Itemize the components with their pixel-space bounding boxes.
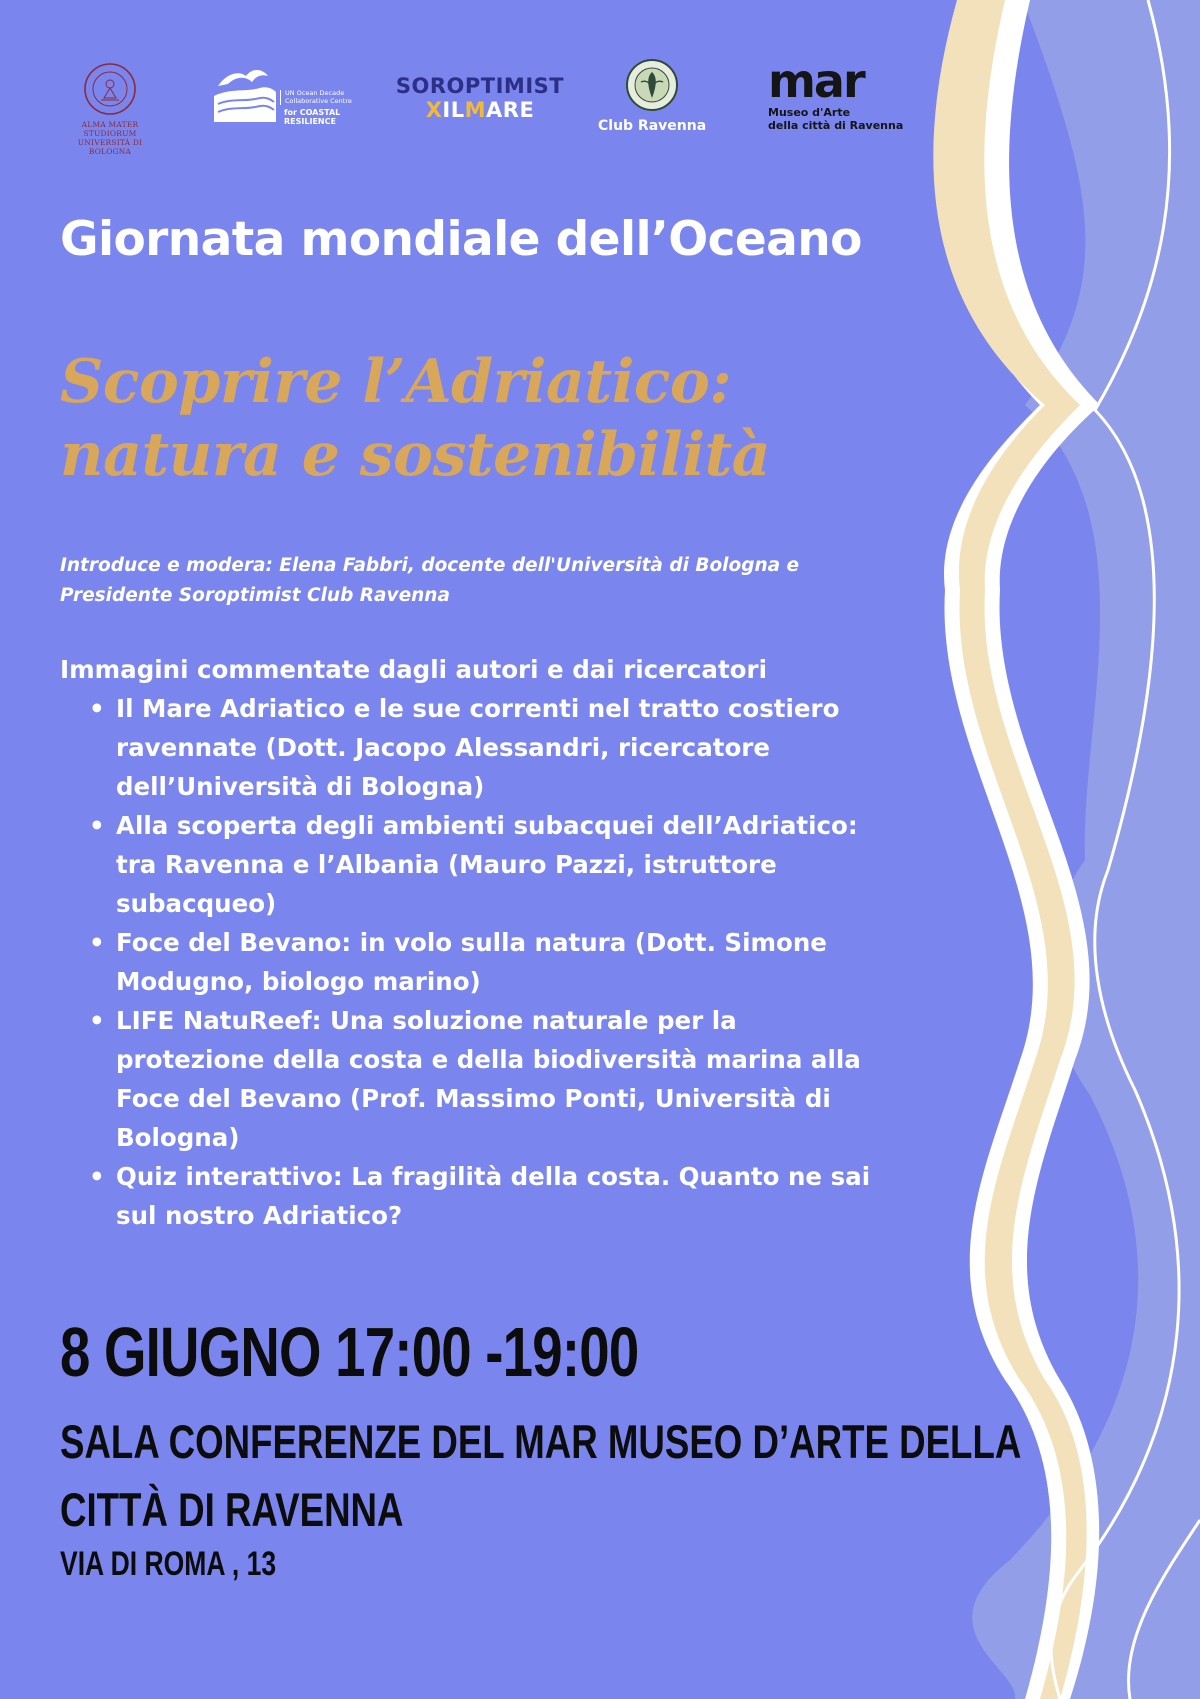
event-title: Giornata mondiale dell’Oceano (60, 212, 862, 267)
program-item-line: protezione della costa e della biodiversità marina alla (116, 1045, 861, 1074)
coastal-resilience-wave-icon (212, 66, 278, 128)
mar-caption-line: della città di Ravenna (768, 119, 904, 132)
program-item-line: Bologna) (116, 1123, 240, 1152)
program-item (60, 923, 880, 1001)
program-item-line: Modugno, biologo marino) (116, 967, 481, 996)
mar-museum-logo (768, 54, 908, 132)
xilmare-part: M (464, 98, 487, 122)
moderator-line: Presidente Soroptimist Club Ravenna (60, 585, 450, 606)
ocean-caption-bold-line: for COASTAL (284, 108, 341, 117)
program-list (60, 689, 880, 1235)
moderator-note (60, 551, 890, 611)
mar-caption-line: Museo d'Arte (768, 106, 851, 119)
mar-wordmark: mar (768, 54, 864, 108)
university-caption-line: UNIVERSITÀ DI BOLOGNA (77, 138, 143, 156)
program-item-line: • Foce del Bevano: in volo sulla natura (Dott. Simone (116, 928, 827, 957)
event-address: VIA DI ROMA , 13 (60, 1545, 277, 1583)
xilmare-part: X (425, 98, 443, 122)
venue-line: CITTÀ DI RAVENNA (60, 1483, 404, 1536)
program-item (60, 1001, 880, 1157)
ocean-caption-bold-line: RESILIENCE (284, 117, 336, 126)
soroptimist-club-ravenna-logo (598, 58, 706, 134)
program-item-line: dell’Università di Bologna) (116, 772, 485, 801)
club-ravenna-caption: Club Ravenna (598, 118, 707, 134)
soroptimist-xilmare-logo (395, 74, 565, 122)
university-caption-line: ALMA MATER STUDIORUM (81, 120, 139, 138)
program-item-line: sul nostro Adriatico? (116, 1201, 403, 1230)
program-section (60, 650, 880, 1235)
xilmare-part: ARE (486, 98, 535, 122)
program-item-line: • Alla scoperta degli ambienti subacquei dell’Adriatico: (116, 811, 858, 840)
venue-line: SALA CONFERENZE DEL MAR MUSEO D’ARTE DELLA (60, 1415, 1022, 1468)
moderator-line: Introduce e modera: Elena Fabbri, docente dell'Università di Bologna e (60, 555, 800, 576)
program-item (60, 1157, 880, 1235)
program-item-line: Foce del Bevano (Prof. Massimo Ponti, Università di (116, 1084, 831, 1113)
event-subtitle (60, 346, 770, 492)
university-seal-icon (83, 62, 137, 116)
subtitle-line: natura e sostenibilità (60, 420, 771, 490)
university-of-bologna-logo (58, 62, 162, 156)
event-venue (60, 1408, 1021, 1544)
subtitle-line: Scoprire l’Adriatico: (60, 347, 732, 417)
program-item-line: • Il Mare Adriatico e le sue correnti nel tratto costiero (116, 694, 840, 723)
ocean-caption-line: UN Ocean Decade (285, 89, 345, 97)
soroptimist-emblem-icon (625, 58, 679, 112)
event-date-time: 8 GIUGNO 17:00 -19:00 (60, 1313, 639, 1391)
xilmare-wordmark (395, 98, 565, 122)
program-item-line: • LIFE NatuReef: Una soluzione naturale per la (116, 1006, 737, 1035)
program-item-line: tra Ravenna e l’Albania (Mauro Pazzi, istruttore (116, 850, 777, 879)
program-heading: Immagini commentate dagli autori e dai ricercatori (60, 655, 767, 684)
program-item (60, 689, 880, 806)
ocean-caption-line: Collaborative Centre (285, 96, 352, 105)
soroptimist-wordmark: SOROPTIMIST (395, 74, 565, 98)
program-item-line: ravennate (Dott. Jacopo Alessandri, ricercatore (116, 733, 770, 762)
program-item (60, 806, 880, 923)
program-item-line: • Quiz interattivo: La fragilità della costa. Quanto ne sai (116, 1162, 871, 1191)
program-item-line: subacqueo) (116, 889, 277, 918)
xilmare-part: IL (442, 98, 465, 122)
